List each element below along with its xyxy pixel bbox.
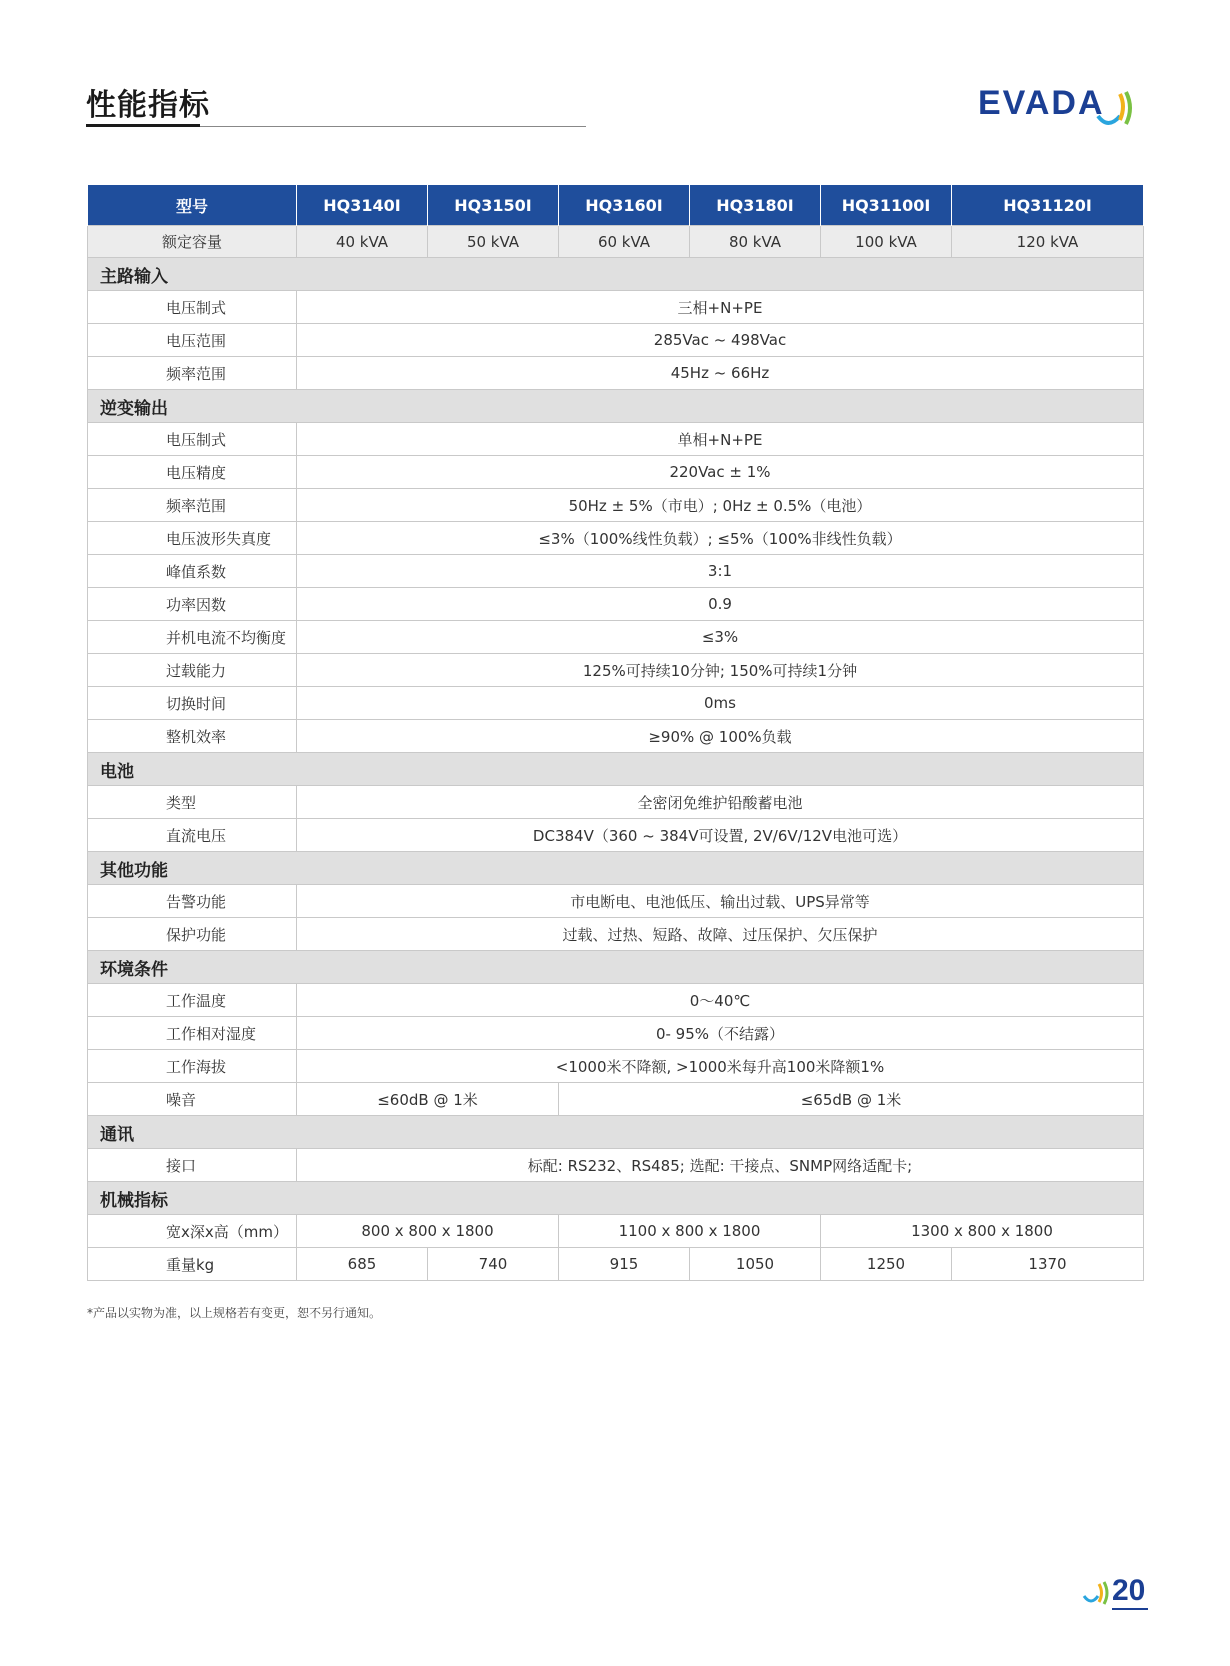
table-cell: 全密闭免维护铅酸蓄电池 (297, 786, 1144, 819)
header-cell: HQ3150I (428, 185, 559, 226)
table-cell: 1370 (952, 1248, 1144, 1281)
table-cell: 0～40℃ (297, 984, 1144, 1017)
table-row (88, 621, 1144, 654)
row-label: 电压制式 (88, 291, 297, 324)
table-cell: 标配: RS232、RS485; 选配: 干接点、SNMP网络适配卡; (297, 1149, 1144, 1182)
page-title: 性能指标 (86, 88, 210, 123)
header-cell: HQ3140I (297, 185, 428, 226)
row-label: 电压制式 (88, 423, 297, 456)
row-label: 并机电流不均衡度 (88, 621, 297, 654)
table-row (88, 1017, 1144, 1050)
section-title: 主路输入 (88, 258, 1144, 291)
row-label: 重量kg (88, 1248, 297, 1281)
table-cell: 0- 95%（不结露） (297, 1017, 1144, 1050)
table-row (88, 522, 1144, 555)
evada-logo (978, 84, 1148, 132)
table-row (88, 423, 1144, 456)
page-number (1082, 1574, 1148, 1608)
header-cell: HQ31120I (952, 185, 1144, 226)
header-cell: HQ31100I (821, 185, 952, 226)
table-cell: 1300 x 800 x 1800 (821, 1215, 1144, 1248)
table-cell: 285Vac ~ 498Vac (297, 324, 1144, 357)
row-label: 宽x深x高（mm） (88, 1215, 297, 1248)
section-row (88, 753, 1144, 786)
table-row (88, 1050, 1144, 1083)
table-cell: 60 kVA (559, 226, 690, 258)
table-row (88, 918, 1144, 951)
table-cell: 三相+N+PE (297, 291, 1144, 324)
table-cell: 50 kVA (428, 226, 559, 258)
section-title: 机械指标 (88, 1182, 1144, 1215)
row-label: 电压精度 (88, 456, 297, 489)
row-label: 工作相对湿度 (88, 1017, 297, 1050)
row-label: 直流电压 (88, 819, 297, 852)
table-row (88, 1248, 1144, 1281)
section-row (88, 1182, 1144, 1215)
table-cell: <1000米不降额, >1000米每升高100米降额1% (297, 1050, 1144, 1083)
section-title: 其他功能 (88, 852, 1144, 885)
table-cell: 800 x 800 x 1800 (297, 1215, 559, 1248)
table-cell: 80 kVA (690, 226, 821, 258)
row-label: 过载能力 (88, 654, 297, 687)
spec-table (87, 185, 1144, 1281)
table-cell: ≤3%（100%线性负载）; ≤5%（100%非线性负载） (297, 522, 1144, 555)
section-row (88, 258, 1144, 291)
table-cell: 3:1 (297, 555, 1144, 588)
row-label: 峰值系数 (88, 555, 297, 588)
row-label: 告警功能 (88, 885, 297, 918)
row-label: 类型 (88, 786, 297, 819)
row-label: 保护功能 (88, 918, 297, 951)
table-cell: ≥90% @ 100%负载 (297, 720, 1144, 753)
table-row (88, 291, 1144, 324)
table-cell: 125%可持续10分钟; 150%可持续1分钟 (297, 654, 1144, 687)
section-title: 逆变输出 (88, 390, 1144, 423)
table-cell: 40 kVA (297, 226, 428, 258)
title-underline (86, 124, 200, 127)
header-cell: HQ3180I (690, 185, 821, 226)
table-cell: DC384V（360 ~ 384V可设置, 2V/6V/12V电池可选） (297, 819, 1144, 852)
table-cell: 1050 (690, 1248, 821, 1281)
table-cell: 220Vac ± 1% (297, 456, 1144, 489)
table-cell: 45Hz ~ 66Hz (297, 357, 1144, 390)
signal-waves-icon (1090, 86, 1138, 132)
table-cell: 915 (559, 1248, 690, 1281)
row-label: 电压波形失真度 (88, 522, 297, 555)
page-number-underline (1112, 1608, 1148, 1610)
table-row (88, 456, 1144, 489)
page-number-text: 20 (1112, 1574, 1146, 1607)
header-cell: HQ3160I (559, 185, 690, 226)
row-label: 频率范围 (88, 489, 297, 522)
table-row (88, 324, 1144, 357)
table-row (88, 555, 1144, 588)
table-cell: 单相+N+PE (297, 423, 1144, 456)
capacity-row (88, 226, 1144, 258)
table-cell: 685 (297, 1248, 428, 1281)
table-cell: 0ms (297, 687, 1144, 720)
section-title: 环境条件 (88, 951, 1144, 984)
row-label: 整机效率 (88, 720, 297, 753)
signal-waves-icon (1082, 1580, 1112, 1608)
table-cell: ≤65dB @ 1米 (559, 1083, 1144, 1116)
table-row (88, 1215, 1144, 1248)
footnote: *产品以实物为准，以上规格若有变更，恕不另行通知。 (87, 1306, 382, 1320)
table-row (88, 984, 1144, 1017)
section-row (88, 951, 1144, 984)
table-row (88, 687, 1144, 720)
table-row (88, 1149, 1144, 1182)
table-cell: 100 kVA (821, 226, 952, 258)
table-row (88, 588, 1144, 621)
table-row (88, 489, 1144, 522)
row-label: 噪音 (88, 1083, 297, 1116)
table-cell: 1250 (821, 1248, 952, 1281)
title-rule (200, 126, 586, 127)
row-label: 切换时间 (88, 687, 297, 720)
section-row (88, 1116, 1144, 1149)
header-row (88, 185, 1144, 226)
row-label: 功率因数 (88, 588, 297, 621)
table-row (88, 819, 1144, 852)
row-label: 电压范围 (88, 324, 297, 357)
table-cell: 120 kVA (952, 226, 1144, 258)
section-title: 通讯 (88, 1116, 1144, 1149)
row-label: 工作海拔 (88, 1050, 297, 1083)
section-row (88, 852, 1144, 885)
table-row (88, 885, 1144, 918)
table-cell: 740 (428, 1248, 559, 1281)
table-cell: 0.9 (297, 588, 1144, 621)
header-cell: 型号 (88, 185, 297, 226)
table-row (88, 720, 1144, 753)
table-cell: ≤60dB @ 1米 (297, 1083, 559, 1116)
section-title: 电池 (88, 753, 1144, 786)
row-label: 频率范围 (88, 357, 297, 390)
table-row (88, 654, 1144, 687)
section-row (88, 390, 1144, 423)
table-cell: 过载、过热、短路、故障、过压保护、欠压保护 (297, 918, 1144, 951)
table-cell: 50Hz ± 5%（市电）; 0Hz ± 0.5%（电池） (297, 489, 1144, 522)
table-cell: ≤3% (297, 621, 1144, 654)
table-cell: 1100 x 800 x 1800 (559, 1215, 821, 1248)
row-label: 额定容量 (88, 226, 297, 258)
logo-text: EVADA (978, 84, 1105, 122)
table-row (88, 1083, 1144, 1116)
row-label: 接口 (88, 1149, 297, 1182)
table-row (88, 357, 1144, 390)
row-label: 工作温度 (88, 984, 297, 1017)
table-row (88, 786, 1144, 819)
table-cell: 市电断电、电池低压、输出过载、UPS异常等 (297, 885, 1144, 918)
